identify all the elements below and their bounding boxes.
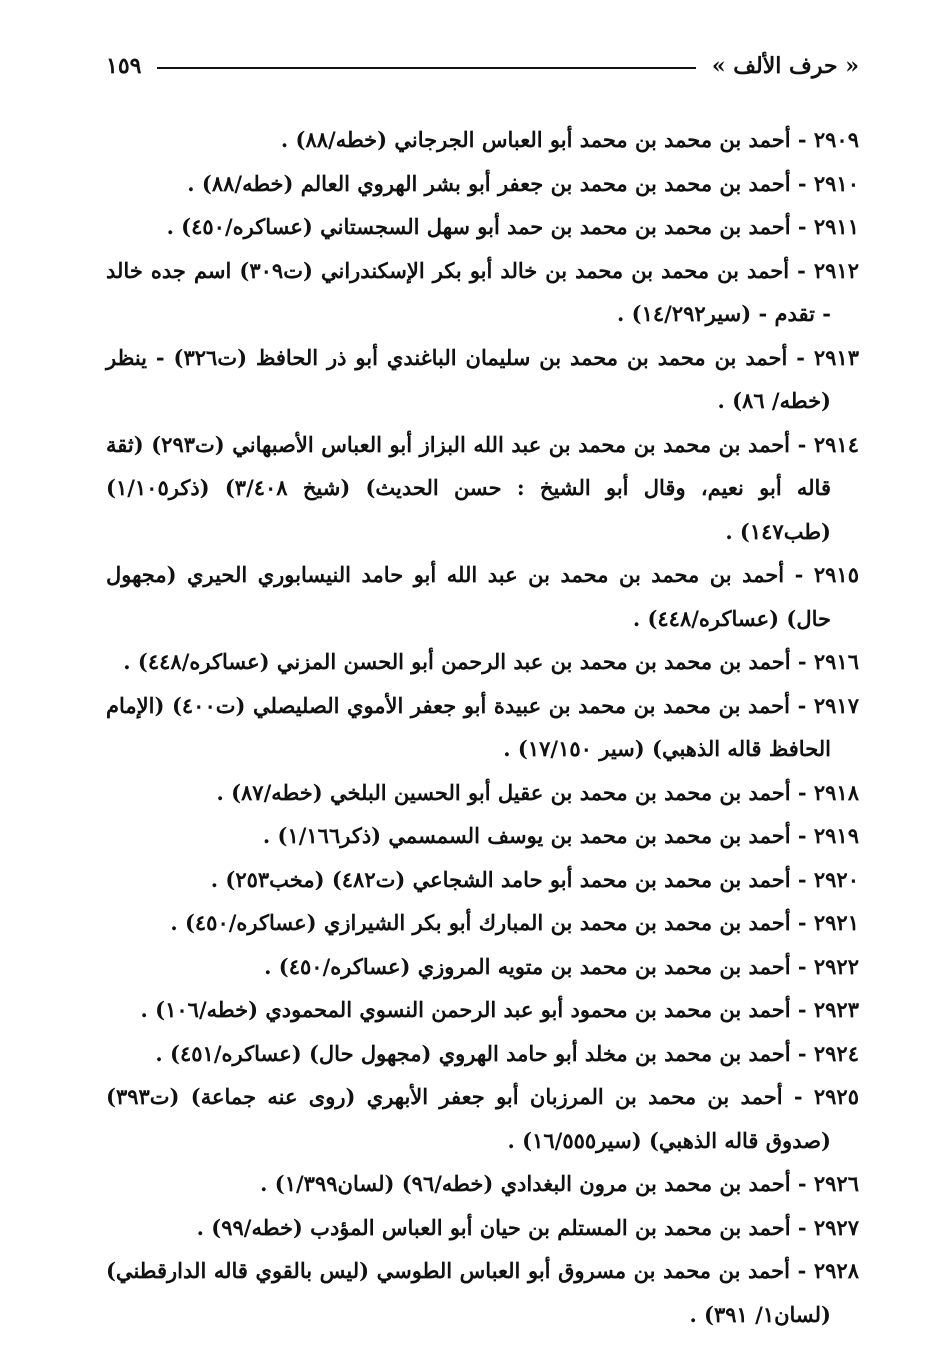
entry: ٢٩١٣ - أحمد بن محمد بن محمد بن سليمان الباغندي أبو ذر الحافظ (ت٣٢٦) - ينظر (خطه/ ٨٦) . xyxy=(106,344,859,413)
entry-list xyxy=(106,118,859,1336)
entry: ٢٩١٤ - أحمد بن محمد بن محمد بن عبد الله البزاز أبو العباس الأصبهاني (ت٢٩٣) (ثقة قاله أبو نعيم، وقال أبو الشيخ : حسن الحديث) (شيخ ٣/٤٠٨) (ذكر١/١٠٥) (طب١٤٧) . xyxy=(106,431,859,544)
entry: ٢٩٢٠ - أحمد بن محمد بن محمد أبو حامد الشجاعي (ت٤٨٢) (مخب٢٥٣) . xyxy=(210,866,859,892)
entry: ٢٩٢١ - أحمد بن محمد بن محمد بن المبارك أبو بكر الشيرازي (عساكره/٤٥٠) . xyxy=(170,910,859,935)
entry: ٢٩٢٧ - أحمد بن محمد بن المستلم بن حيان أبو العباس المؤدب (خطه/٩٩) . xyxy=(196,1214,859,1240)
header-divider xyxy=(157,67,695,69)
entry: ٢٩١١ - أحمد بن محمد بن محمد بن حمد أبو سهل السجستاني (عساكره/٤٥٠) . xyxy=(166,214,859,239)
entry: ٢٩١٧ - أحمد بن محمد بن محمد بن عبيدة أبو جعفر الأموي الصليصلي (ت٤٠٠) (الإمام الحافظ قاله الذهبي) (سير ١٧/١٥٠) . xyxy=(106,692,859,761)
entry: ٢٩١٩ - أحمد بن محمد بن محمد بن يوسف السمسمي (ذكر١/١٦٦) . xyxy=(262,823,859,848)
entry: ٢٩٠٩ - أحمد بن محمد بن محمد أبو العباس الجرجاني (خطه/٨٨) . xyxy=(280,127,859,152)
entry: ٢٩٢٤ - أحمد بن محمد بن مخلد أبو حامد الهروي (مجهول حال) (عساكره/٤٥١) . xyxy=(155,1040,859,1066)
chapter-title: « حرف الألف » xyxy=(711,53,859,79)
page-number: ١٥٩ xyxy=(106,53,142,79)
entry: ٢٩١٢ - أحمد بن محمد بن محمد بن خالد أبو بكر الإسكندراني (ت٣٠٩) اسم جده خالد - تقدم - (سير١٤/٢٩٢) . xyxy=(106,257,859,326)
entry: ٢٩٢٥ - أحمد بن محمد بن المرزبان أبو جعفر الأبهري (روى عنه جماعة) (ت٣٩٣) (صدوق قاله الذهبي) (سير١٦/٥٥٥) . xyxy=(106,1084,859,1153)
entry: ٢٩٢٨ - أحمد بن محمد بن مسروق أبو العباس الطوسي (ليس بالقوي قاله الدارقطني) (لسان١/ ٣٩١) . xyxy=(106,1258,859,1327)
entry: ٢٩١٨ - أحمد بن محمد بن محمد بن عقيل أبو الحسين البلخي (خطه/٨٧) . xyxy=(216,779,859,805)
entry: ٢٩٢٢ - أحمد بن محمد بن محمد بن متويه المروزي (عساكره/٤٥٠) . xyxy=(264,953,859,979)
entry: ٢٩١٥ - أحمد بن محمد بن محمد بن عبد الله أبو حامد النيسابوري الحيري (مجهول حال) (عساكره/٤٤٨) . xyxy=(106,562,859,631)
entry: ٢٩٢٣ - أحمد بن محمد بن محمود أبو عبد الرحمن النسوي المحمودي (خطه/١٠٦) . xyxy=(140,997,859,1022)
entry: ٢٩١٠ - أحمد بن محمد بن محمد بن جعفر أبو بشر الهروي العالم (خطه/٨٨) . xyxy=(187,170,859,196)
entry: ٢٩٢٦ - أحمد بن محمد بن مرون البغدادي (خطه/٩٦) (لسان١/٣٩٩) . xyxy=(260,1171,859,1196)
entry: ٢٩١٦ - أحمد بن محمد بن محمد بن عبد الرحمن أبو الحسن المزني (عساكره/٤٤٨) . xyxy=(123,649,859,674)
page-header xyxy=(106,46,859,86)
